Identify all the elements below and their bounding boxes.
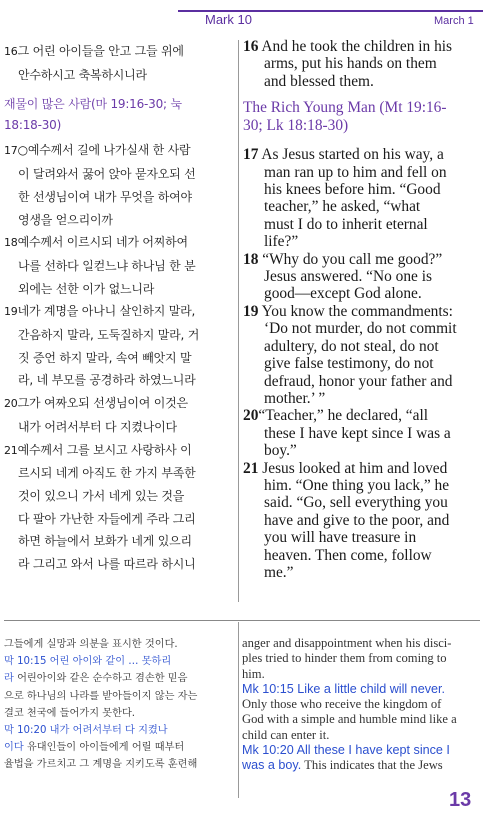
section-heading-ko: 재물이 많은 사람(마 19:16-30; 눅 18:18-30) <box>4 97 182 133</box>
running-head-book: Mark 10 <box>205 12 252 27</box>
footnotes-english: anger and disappointment when his disci- ples tried to hinder them from coming to him. Mk 10:15 Like a little child will never. Only those who receive the kingdom of God with a simple and humble mind like a child can enter it. Mk 10:20 All these I have kept since I was a boy. This indicates that the Jews <box>242 636 480 774</box>
verse-ko-17: 17○예수께서 길에 나가실새 한 사람 이 달려와서 꿇어 앉아 묻자오되 선 한 선생님이여 내가 무엇을 하여야 영생을 얻으리이까 <box>4 143 196 227</box>
verse-en-16: 16 And he took the children in his arms, put his hands on them and blessed them. <box>243 38 453 90</box>
verse-number: 19 <box>4 305 18 319</box>
english-column <box>243 38 480 581</box>
verse-ko-18: 18예수께서 이르시되 네가 어찌하여 나를 선하다 일컫느냐 하나님 한 분 외에는 선한 이가 없느니라 <box>4 235 196 296</box>
verse-en-18: 18 “Why do you call me good?” Jesus answered. “No one is good—except God alone. <box>243 250 443 303</box>
verse-en-21: 21 Jesus looked at him and loved him. “One thing you lack,” he said. “Go, sell everything you have and give to the poor, and you will have treasure in heaven. Then come, follow me.” <box>243 459 450 581</box>
footnote-ref: 막 10:15 어린 아이와 같이 … 못하리 <box>4 656 172 668</box>
korean-column <box>4 40 238 576</box>
running-head-date: March 1 <box>434 15 474 27</box>
verse-number: 20 <box>4 397 18 411</box>
verse-en-19: 19 You know the commandments: ‘Do not murder, do not commit adultery, do not steal, do not give false testimony, do not defraud, honor your father and mother.’ ” <box>243 302 457 407</box>
footnote-ref: Mk 10:15 Like a little child will never. <box>242 681 445 696</box>
verse-text: 안수하시고 축복하시니라 <box>18 67 147 82</box>
footnote-ref: Mk 10:20 All these I have kept since I <box>242 743 450 758</box>
verse-number: 21 <box>243 459 259 477</box>
verse-number: 18 <box>4 236 18 250</box>
footnote-ref: 이다 <box>4 742 24 754</box>
section-heading-en: The Rich Young Man (Mt 19:16- 30; Lk 18:18-30) <box>243 99 447 135</box>
verse-number: 20 <box>243 407 259 425</box>
verse-ko-16 <box>4 40 238 86</box>
verse-number: 16 <box>4 45 18 58</box>
verse-number: 17 <box>243 146 259 164</box>
page-number: 13 <box>449 789 472 811</box>
footnotes-korean: 그들에게 실망과 의분을 표시한 것이다. 막 10:15 어린 아이와 같이 … 못하리 라 어린아이와 같은 순수하고 겸손한 믿음 으로 하나님의 나라를 받아들이지 않는 자는 결코 천국에 들어가지 못한다. 막 10:20 내가 어려서부터 다 지켰나 이다 유대인들이 아이들에게 어릴 때부터 율법을 가르치고 그 계명을 지키도록 훈련해 <box>4 636 236 774</box>
verse-en-17: 17 As Jesus started on his way, a man ran up to him and fell on his knees before him. “Good teacher,” he asked, “what must I do to inherit eternal life?” <box>243 146 447 251</box>
verse-ko-21: 21예수께서 그를 보시고 사랑하사 이 르시되 네게 아직도 한 가지 부족한 것이 있으니 가서 네게 있는 것을 다 팔아 가난한 자들에게 주라 그리 하면 하늘에서 보화가 네게 있으리 라 그리고 와서 나를 따르라 하시니 <box>4 442 196 572</box>
verse-ko-20: 20그가 여짜오되 선생님이여 이것은 내가 어려서부터 다 지켰나이다 <box>4 396 188 434</box>
verse-en-20: 20“Teacher,” he declared, “all these I have kept since I was a boy.” <box>243 407 451 460</box>
verse-number: 17 <box>4 144 18 158</box>
verse-text: 그 어린 아이들을 안고 그들 위에 <box>17 44 184 58</box>
footnote-ref: was a boy. <box>242 758 302 773</box>
verse-number: 18 <box>243 250 259 268</box>
footnote-rule <box>4 620 480 621</box>
footnote-divider <box>238 622 239 798</box>
footnote-ref: 막 10:20 내가 어려서부터 다 지켰나 <box>4 725 168 737</box>
verse-number: 19 <box>243 302 259 320</box>
verse-number: 21 <box>4 443 18 457</box>
verse-number: 16 <box>243 38 259 55</box>
footnote-ref: 라 <box>4 673 14 685</box>
verse-ko-19: 19네가 계명을 아나니 살인하지 말라, 간음하지 말라, 도둑질하지 말라, 거 짓 증언 하지 말라, 속여 빼앗지 말 라, 네 부모를 공경하라 하였느니라 <box>4 304 200 388</box>
verse-text: ○예수께서 길에 나가실새 한 사람 <box>17 143 191 158</box>
column-divider <box>238 40 239 602</box>
